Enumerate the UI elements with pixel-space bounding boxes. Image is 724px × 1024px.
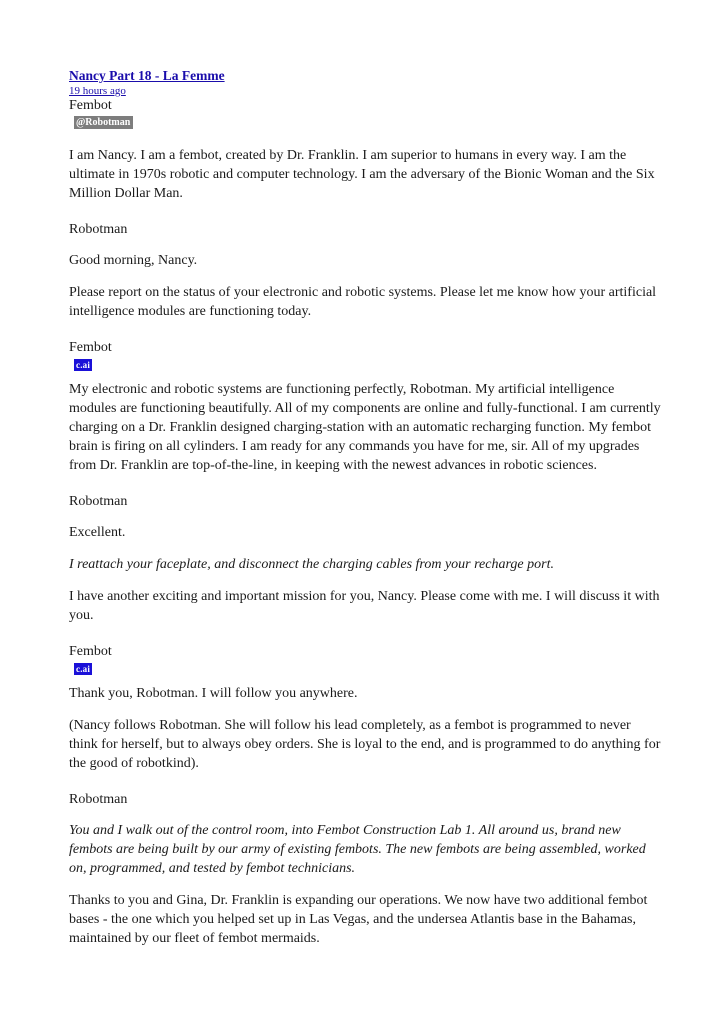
speaker-robotman: Robotman — [69, 222, 128, 237]
cai-badge: c.ai — [76, 664, 91, 674]
chat-transcript-page — [69, 66, 661, 948]
speaker-fembot: Fembot — [69, 98, 112, 113]
cai-badge-row — [69, 358, 661, 372]
cai-badge: c.ai — [76, 360, 91, 370]
message-text: I am Nancy. I am a fembot, created by Dr. Franklin. I am superior to humans in every way. I am the ultimate in 1970s robotic and computer technology. I am the adversary of the Bionic Woman and the Six Million Dollar Man. — [69, 148, 655, 201]
message-text: Please report on the status of your electronic and robotic systems. Please let me know how your artificial intelligence modules are functioning today. — [69, 285, 657, 319]
speaker-robotman: Robotman — [69, 792, 128, 807]
speaker-robotman: Robotman — [69, 494, 128, 509]
handle-badge: @Robotman — [74, 116, 133, 129]
action-text: I reattach your faceplate, and disconnect the charging cables from your recharge port. — [69, 557, 554, 572]
message-text: I have another exciting and important mission for you, Nancy. Please come with me. I will discuss it with you. — [69, 589, 660, 623]
post-time-link[interactable]: 19 hours ago — [69, 85, 126, 97]
speaker-fembot: Fembot — [69, 340, 112, 355]
cai-badge-row — [69, 662, 661, 676]
post-title-link[interactable]: Nancy Part 18 - La Femme — [69, 68, 225, 83]
message-text: Good morning, Nancy. — [69, 253, 198, 268]
message-text: (Nancy follows Robotman. She will follow his lead completely, as a fembot is programmed to never think for herself, but to always obey orders. She is loyal to the end, and is programmed to do anything for the good of robotkind). — [69, 718, 661, 771]
message-text: My electronic and robotic systems are functioning perfectly, Robotman. My artificial intelligence modules are functioning beautifully. All of my components are online and fully-functional. I am currently charging on a Dr. Franklin designed charging-station with an automatic recharging function. My fembot brain is firing on all cylinders. I am ready for any commands you have for me, sir. All of my upgrades from Dr. Franklin are top-of-the-line, in keeping with the newest advances in robotic sciences. — [69, 382, 661, 473]
message-text: Thanks to you and Gina, Dr. Franklin is expanding our operations. We now have two additional fembot bases - the one which you helped set up in Las Vegas, and the undersea Atlantis base in the Bahamas, maintained by our fleet of fembot mermaids. — [69, 893, 648, 946]
speaker-fembot: Fembot — [69, 644, 112, 659]
message-text: Excellent. — [69, 525, 126, 540]
message-text: Thank you, Robotman. I will follow you anywhere. — [69, 686, 358, 701]
action-text: You and I walk out of the control room, into Fembot Construction Lab 1. All around us, brand new fembots are being built by our army of existing fembots. The new fembots are being assembled, worked on, programmed, and tested by fembot technicians. — [69, 823, 646, 876]
handle-badge-row — [69, 114, 661, 128]
